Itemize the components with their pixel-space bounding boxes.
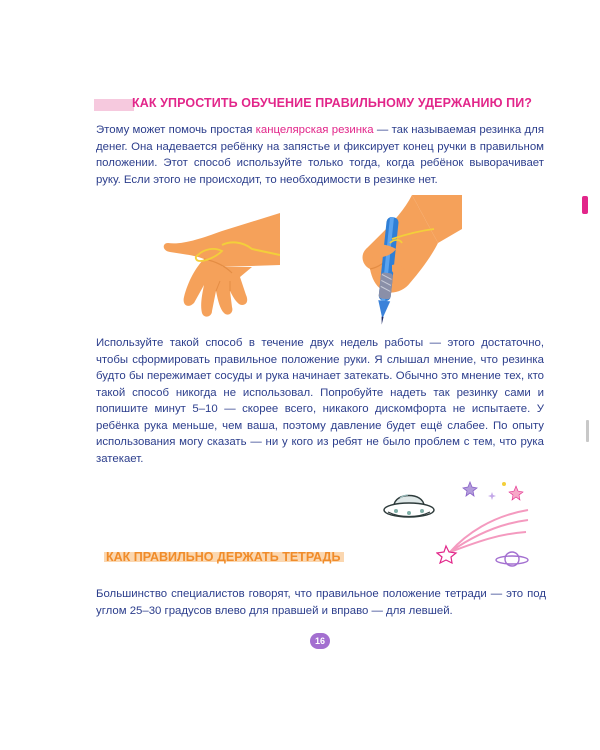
ufo-icon	[382, 484, 436, 526]
planet-icon	[494, 548, 530, 570]
hand-holding-pen-drawing	[363, 195, 462, 325]
hand-with-rubber-band-drawing	[164, 213, 280, 317]
page-number-badge: 16	[310, 633, 330, 649]
paragraph-text-end: — так называемая резинка для денег. Она надевается ребёнку на запястье и фиксирует конец ручки в правильном положении. Этот способ используйте только тогда, когда ребёнок выворачивает руку. Если этого не происходит, то необходимости в резинке нет.	[96, 124, 544, 186]
paragraph-rubber-band-usage: Используйте такой способ в течение двух недель работы — этого достаточно, чтобы сформировать правильное положение руки. Я слышал мнение, что резинка будто бы пережимает сосуды и рука начинает затекать. Обычно это мнение тех, кто такой способ никогда не использовал. Попробуйте надеть так резинку сами и попишите минут 5–10 — скорее всего, никакого дискомфорта не испытаете. У ребёнка рука меньше, чем ваша, поэтому давление будет ещё слабее. По опыту использования могу сказать — ни у кого из ребят не было проблем с тем, что рука затекает.	[96, 337, 544, 465]
hand-holding-pen-icon	[352, 195, 462, 335]
section-title-rubber-band: КАК УПРОСТИТЬ ОБУЧЕНИЕ ПРАВИЛЬНОМУ УДЕРЖАНИЮ ПИ?	[132, 96, 533, 110]
paragraph-text-start: Этому может помочь простая	[96, 124, 256, 136]
highlight-rubber-band: канцелярская резинка	[255, 124, 374, 136]
page-edge-marker	[582, 196, 588, 214]
hand-with-rubber-band-icon	[160, 205, 280, 325]
paragraph-rubber-band-intro	[96, 122, 544, 188]
section-title-notebook: КАК ПРАВИЛЬНО ДЕРЖАТЬ ТЕТРАДЬ	[106, 550, 341, 564]
paragraph-notebook-angle: Большинство специалистов говорят, что правильное положение тетради — это под углом 25–30 градусов влево для правшей и вправо — для левшей.	[96, 588, 546, 617]
page-edge-mark	[586, 420, 589, 442]
stars-icon	[460, 478, 530, 506]
title-highlight-bar	[94, 99, 134, 111]
